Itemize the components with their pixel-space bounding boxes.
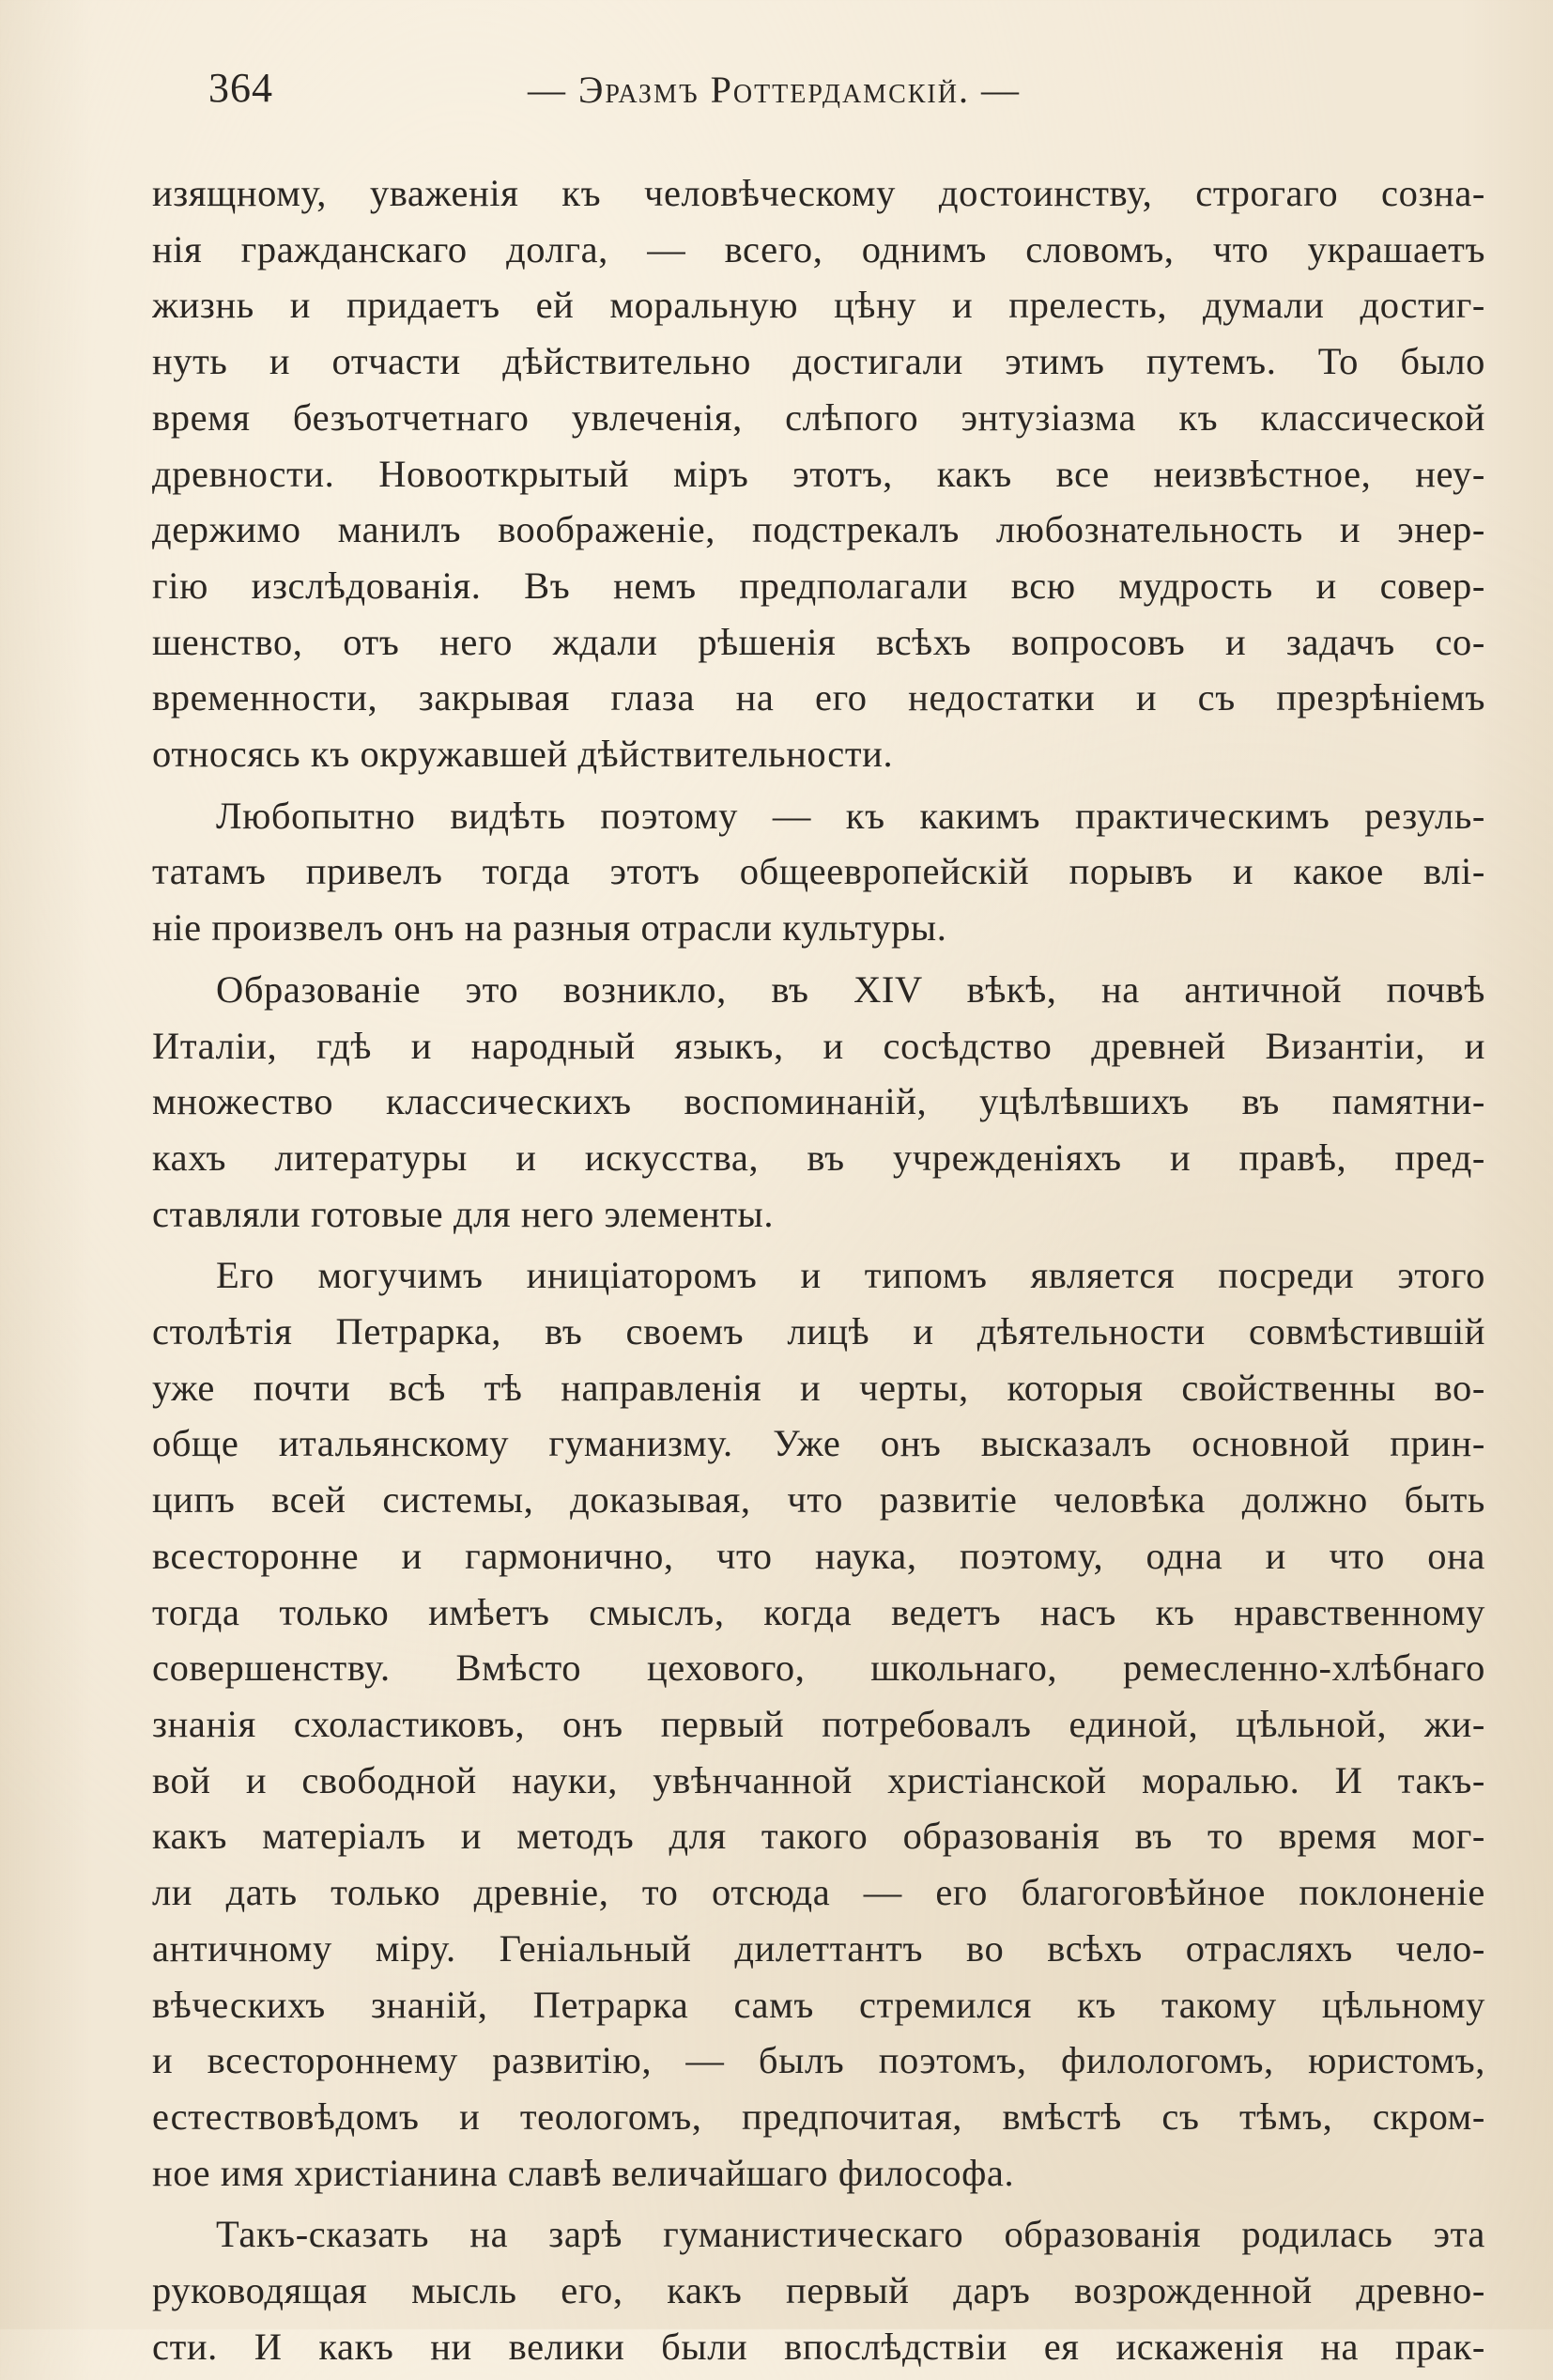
- text-line: ципъ всей системы, доказывая, что развитіе человѣка должно быть: [152, 1478, 1485, 1522]
- text-line: ное имя христіанина славѣ величайшаго философа.: [152, 2151, 1015, 2194]
- page-number: 364: [208, 65, 273, 111]
- text-line: столѣтія Петрарка, въ своемъ лицѣ и дѣятельности совмѣстившій: [152, 1310, 1485, 1353]
- text-line: нуть и отчасти дѣйствительно достигали этимъ путемъ. То было: [152, 340, 1485, 383]
- text-line: временности, закрывая глаза на его недостатки и съ презрѣніемъ: [152, 676, 1485, 719]
- text-line: вѣческихъ знаній, Петрарка самъ стремился къ такому цѣльному: [152, 1983, 1485, 2026]
- text-line: держимо манилъ воображеніе, подстрекалъ любознательность и энер-: [152, 508, 1485, 551]
- text-line: Образованіе это возникло, въ XIV вѣкѣ, на античной почвѣ: [216, 967, 1485, 1011]
- text-line: Его могучимъ иниціаторомъ и типомъ является посреди этого: [216, 1254, 1485, 1297]
- paragraph: [152, 788, 1485, 956]
- text-line: совершенству. Вмѣсто цехового, школьнаго, ремесленно-хлѣбнаго: [152, 1646, 1485, 1690]
- text-line: ставляли готовые для него элементы.: [152, 1192, 775, 1235]
- text-line: время безъотчетнаго увлеченія, слѣпого энтузіазма къ классической: [152, 395, 1485, 439]
- text-line: обще итальянскому гуманизму. Уже онъ высказалъ основной прин-: [152, 1422, 1485, 1465]
- text-line: тогда только имѣетъ смыслъ, когда ведетъ насъ къ нравственному: [152, 1590, 1485, 1633]
- text-line: руководящая мысль его, какъ первый даръ возрожденной древно-: [152, 2269, 1485, 2312]
- text-line: изящному, уваженія къ человѣческому достоинству, строгаго созна-: [152, 172, 1485, 214]
- paragraph: [152, 165, 1485, 782]
- text-line: нія гражданскаго долга, — всего, однимъ словомъ, что украшаетъ: [152, 227, 1485, 270]
- text-line: Такъ-сказать на зарѣ гуманистическаго образованія родилась эта: [216, 2213, 1485, 2256]
- text-line: сти. И какъ ни велики были впослѣдствіи ея искаженія на прак-: [152, 2325, 1485, 2368]
- text-line: знанія схоластиковъ, онъ первый потребовалъ единой, цѣльной, жи-: [152, 1702, 1485, 1745]
- text-line: и всестороннему развитію, — былъ поэтомъ, филологомъ, юристомъ,: [152, 2039, 1485, 2082]
- text-line: гію изслѣдованія. Въ немъ предполагали всю мудрость и совер-: [152, 564, 1485, 607]
- paragraph: [152, 1247, 1485, 2201]
- body-text: [152, 165, 1485, 2380]
- text-line: Любопытно видѣть поэтому — къ какимъ практическимъ резуль-: [216, 794, 1485, 837]
- text-line: древности. Новооткрытый міръ этотъ, какъ все неизвѣстное, неу-: [152, 452, 1485, 495]
- text-line: античному міру. Геніальный дилеттантъ во всѣхъ отрасляхъ чело-: [152, 1926, 1485, 1970]
- text-line: естествовѣдомъ и теологомъ, предпочитая, вмѣстѣ съ тѣмъ, скром-: [152, 2094, 1485, 2138]
- paragraph: [152, 2206, 1485, 2374]
- text-line: Италіи, гдѣ и народный языкъ, и сосѣдство древней Византіи, и: [152, 1024, 1485, 1067]
- running-head: [208, 64, 1485, 130]
- text-line: татамъ привелъ тогда этотъ общеевропейскій порывъ и какое влі-: [152, 850, 1485, 893]
- text-line: всесторонне и гармонично, что наука, поэтому, одна и что она: [152, 1534, 1485, 1577]
- paragraph: [152, 962, 1485, 1243]
- text-line: относясь къ окружавшей дѣйствительности.: [152, 733, 894, 776]
- text-line: ли дать только древніе, то отсюда — его благоговѣйное поклоненіе: [152, 1871, 1485, 1914]
- text-line: шенство, отъ него ждали рѣшенія всѣхъ вопросовъ и задачъ со-: [152, 620, 1485, 663]
- text-line: множество классическихъ воспоминаній, уцѣлѣвшихъ въ памятни-: [152, 1080, 1485, 1123]
- text-line: ніе произвелъ онъ на разныя отрасли культуры.: [152, 906, 947, 950]
- running-title: — Эразмъ Роттердамскій. —: [528, 69, 1021, 111]
- text-line: жизнь и придаетъ ей моральную цѣну и прелесть, думали достиг-: [152, 284, 1485, 327]
- text-line: уже почти всѣ тѣ направленія и черты, которыя свойственны во-: [152, 1366, 1485, 1409]
- text-line: кахъ литературы и искусства, въ учрежденіяхъ и правѣ, пред-: [152, 1136, 1485, 1179]
- text-line: какъ матеріалъ и методъ для такого образованія въ то время мог-: [152, 1815, 1485, 1858]
- text-line: вой и свободной науки, увѣнчанной христіанской моралью. И такъ-: [152, 1758, 1485, 1801]
